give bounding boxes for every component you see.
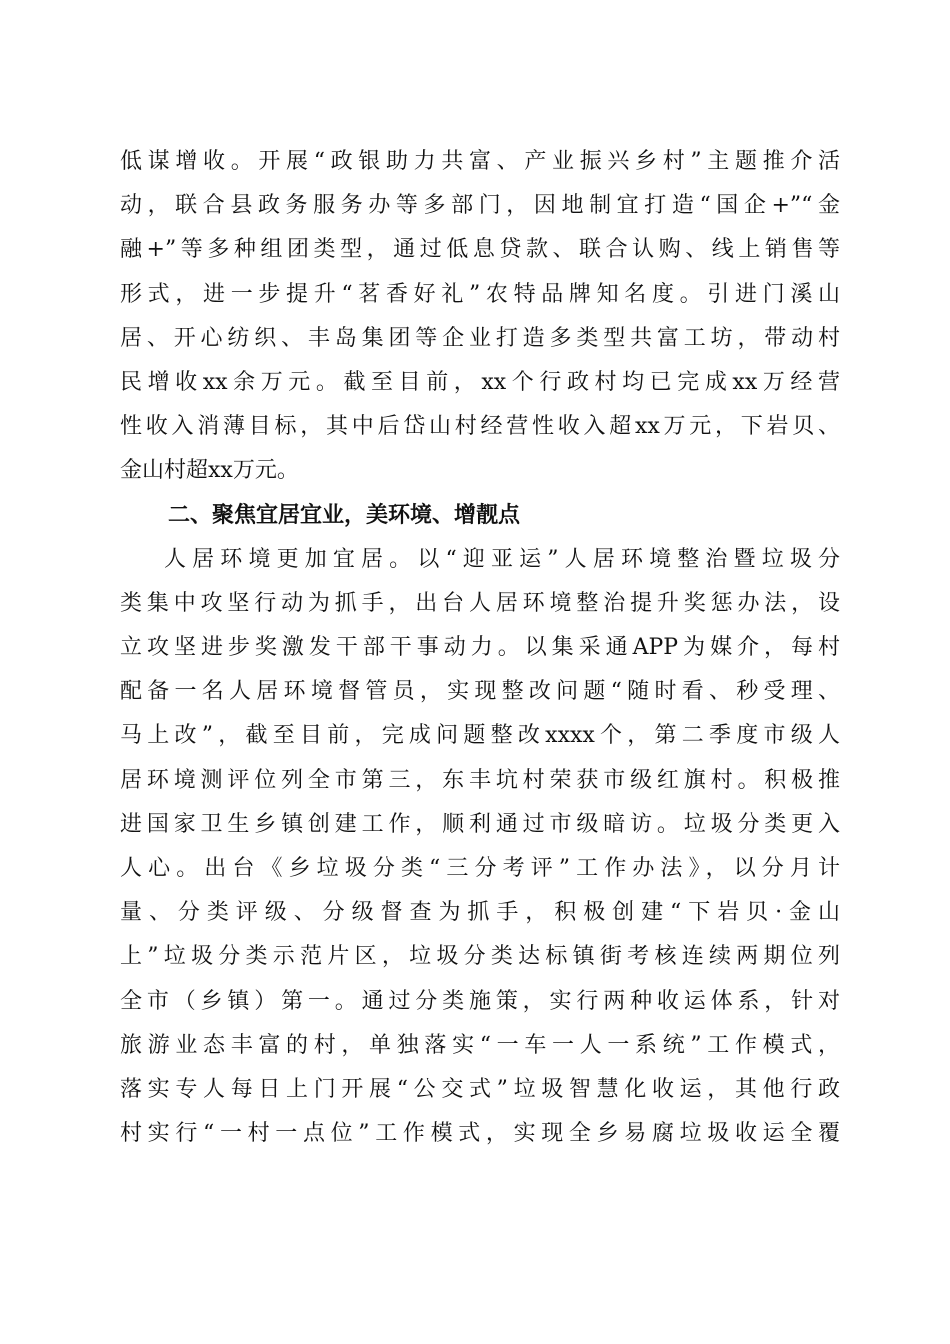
paragraph-line: 类集中攻坚行动为抓手，出台人居环境整治提升奖惩办法，设	[120, 590, 840, 616]
paragraph-line-first: 人居环境更加宜居。以“迎亚运”人居环境整治暨垃圾分	[164, 546, 840, 572]
paragraph-line: 性收入消薄目标，其中后岱山村经营性收入超xx万元，下岩贝、	[120, 414, 840, 440]
paragraph-line: 居、开心纺织、丰岛集团等企业打造多类型共富工坊，带动村	[120, 325, 840, 351]
document-body	[120, 140, 840, 1156]
paragraph-line: 立攻坚进步奖激发干部干事动力。以集采通APP为媒介，每村	[120, 635, 840, 661]
paragraph-line: 动，联合县政务服务办等多部门，因地制宜打造“国企+”“金	[120, 193, 840, 219]
paragraph-line: 形式，进一步提升“茗香好礼”农特品牌知名度。引进门溪山	[120, 281, 840, 307]
section-heading: 二、聚焦宜居宜业，美环境、增靓点	[168, 502, 521, 528]
paragraph-line: 马上改”，截至目前，完成问题整改xxxx个，第二季度市级人	[120, 723, 840, 749]
paragraph-line: 融+”等多种组团类型，通过低息贷款、联合认购、线上销售等	[120, 237, 840, 263]
paragraph-line: 配备一名人居环境督管员，实现整改问题“随时看、秒受理、	[120, 679, 840, 705]
paragraph-line: 民增收xx余万元。截至目前，xx个行政村均已完成xx万经营	[120, 369, 840, 395]
paragraph-line: 量、分类评级、分级督查为抓手，积极创建“下岩贝·金山	[120, 900, 840, 926]
paragraph-line: 居环境测评位列全市第三，东丰坑村荣获市级红旗村。积极推	[120, 767, 840, 793]
paragraph-line: 上”垃圾分类示范片区，垃圾分类达标镇街考核连续两期位列	[120, 944, 840, 970]
paragraph-line: 进国家卫生乡镇创建工作，顺利通过市级暗访。垃圾分类更入	[120, 811, 840, 837]
paragraph-line-last: 金山村超xx万元。	[120, 458, 299, 484]
paragraph-line: 旅游业态丰富的村，单独落实“一车一人一系统”工作模式，	[120, 1032, 840, 1058]
paragraph-line: 村实行“一村一点位”工作模式，实现全乡易腐垃圾收运全覆	[120, 1121, 840, 1147]
paragraph-line: 全市（乡镇）第一。通过分类施策，实行两种收运体系，针对	[120, 988, 840, 1014]
paragraph-line: 人心。出台《乡垃圾分类“三分考评”工作办法》，以分月计	[120, 856, 840, 881]
paragraph-line: 落实专人每日上门开展“公交式”垃圾智慧化收运，其他行政	[120, 1076, 840, 1102]
paragraph-line: 低谋增收。开展“政银助力共富、产业振兴乡村”主题推介活	[120, 149, 840, 174]
